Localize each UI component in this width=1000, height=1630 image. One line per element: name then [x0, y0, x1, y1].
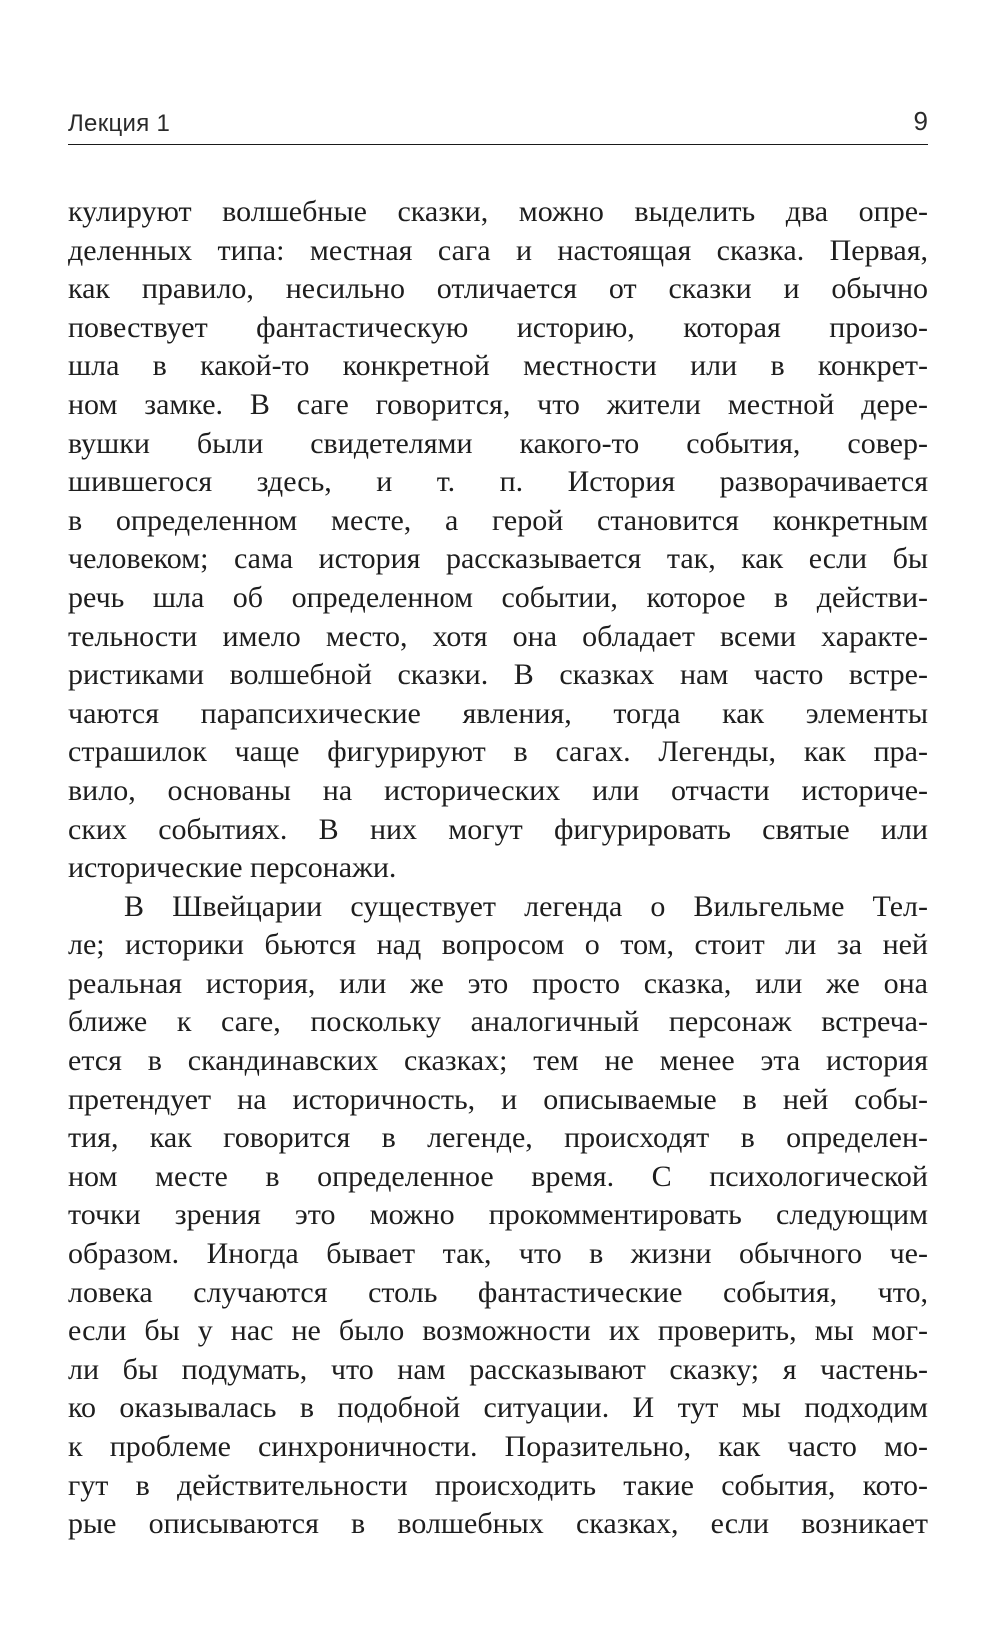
text-line: тельности имело место, хотя она обладает всеми характе- [68, 619, 928, 653]
text-line: ко оказывалась в подобной ситуации. И тут мы подходим [68, 1391, 928, 1425]
text-line: вило, основаны на исторических или отчасти историче- [68, 773, 928, 807]
text-line: если бы у нас не было возможности их проверить, мы мог- [68, 1314, 928, 1348]
text-line: тия, как говорится в легенде, происходят в определен- [68, 1121, 928, 1155]
text-line: страшилок чаще фигурируют в сагах. Легенды, как пра- [68, 735, 928, 769]
text-line: как правило, несильно отличается от сказки и обычно [68, 272, 928, 306]
text-line: шла в какой-то конкретной местности или в конкрет- [68, 349, 928, 383]
text-line: рые описываются в волшебных сказках, если возникает [68, 1507, 928, 1541]
text-line: ном замке. В саге говорится, что жители местной дере- [68, 387, 928, 421]
text-line: чаются парапсихические явления, тогда как элементы [68, 696, 928, 730]
paragraph-end-line: исторические персонажи. [68, 851, 397, 885]
text-line: гут в действительности происходить такие события, кото- [68, 1468, 928, 1502]
text-line: реальная история, или же это просто сказка, или же она [68, 966, 928, 1000]
text-line: шившегося здесь, и т. п. История разворачивается [68, 465, 928, 499]
text-line: к проблеме синхроничности. Поразительно, как часто мо- [68, 1430, 928, 1463]
text-line: точки зрения это можно прокомментировать следующим [68, 1198, 928, 1232]
text-line: кулируют волшебные сказки, можно выделить два опре- [68, 195, 928, 228]
text-line: в определенном месте, а герой становится конкретным [68, 503, 928, 537]
chapter-title: Лекция 1 [68, 110, 171, 137]
page-body-text [68, 193, 928, 1544]
text-line: образом. Иногда бывает так, что в жизни обычного че- [68, 1237, 928, 1271]
text-line: вушки были свидетелями какого-то события, совер- [68, 426, 928, 460]
text-line: ристиками волшебной сказки. В сказках нам часто встре- [68, 658, 928, 692]
text-line: ближе к саге, поскольку аналогичный персонаж встреча- [68, 1005, 928, 1039]
text-line: повествует фантастическую историю, которая произо- [68, 310, 928, 344]
text-line: ловека случаются столь фантастические события, что, [68, 1275, 928, 1309]
page-number: 9 [913, 106, 928, 136]
text-line: ном месте в определенное время. С психологической [68, 1159, 928, 1193]
text-line: ских событиях. В них могут фигурировать святые или [68, 812, 928, 846]
text-line: человеком; сама история рассказывается так, как если бы [68, 542, 928, 576]
text-line: речь шла об определенном событии, которое в действи- [68, 580, 928, 614]
text-line: деленных типа: местная сага и настоящая сказка. Первая, [68, 233, 928, 267]
text-line: ется в скандинавских сказках; тем не менее эта история [68, 1044, 928, 1078]
running-header [68, 104, 928, 145]
text-line: претендует на историчность, и описываемые в ней собы- [68, 1082, 928, 1116]
paragraph-start-line: В Швейцарии существует легенда о Вильгельме Тел- [124, 889, 928, 923]
text-line: ле; историки бьются над вопросом о том, стоит ли за ней [68, 928, 928, 962]
text-line: ли бы подумать, что нам рассказывают сказку; я частень- [68, 1352, 928, 1386]
